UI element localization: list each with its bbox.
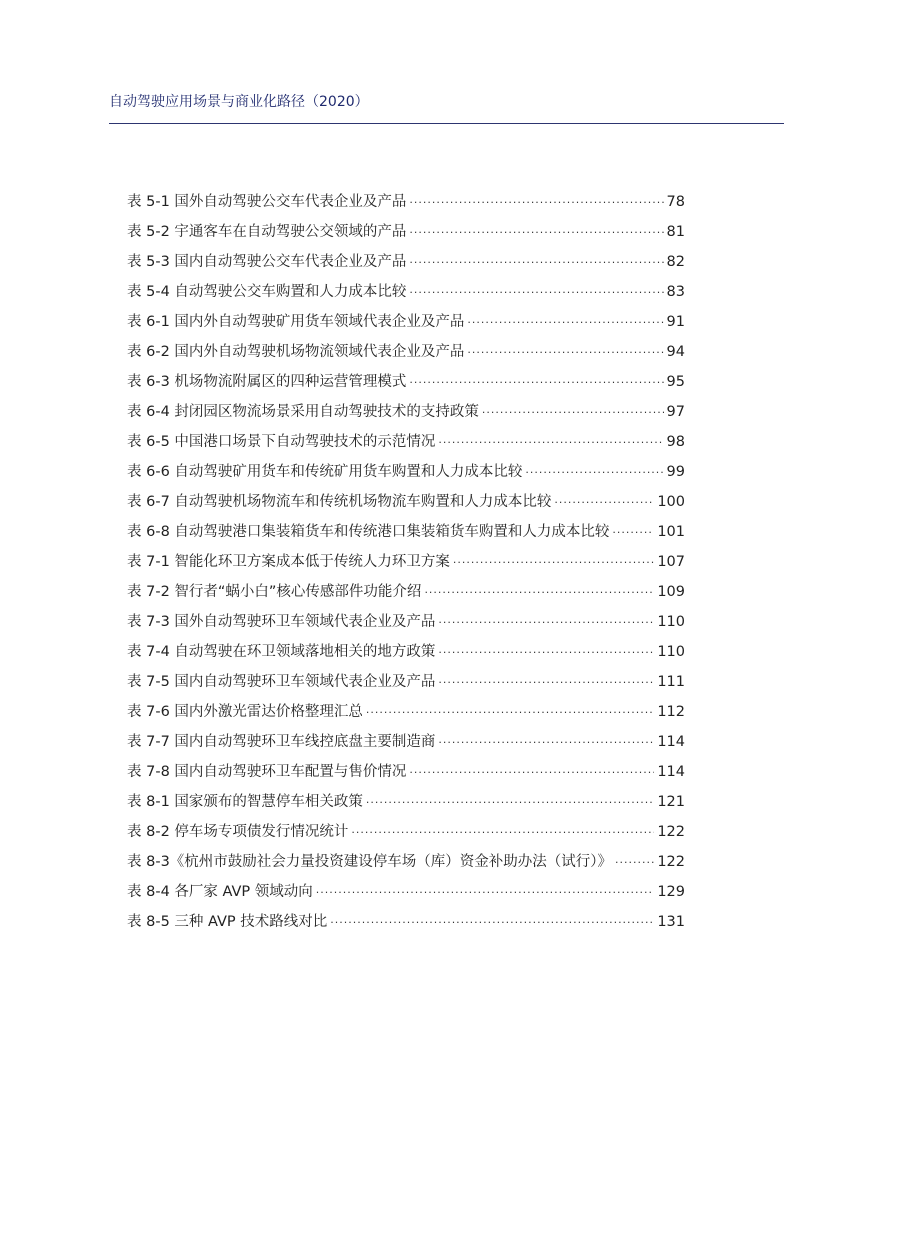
dot-leader: [453, 551, 654, 575]
toc-entry-page-number: 97: [666, 404, 685, 420]
dot-leader: [612, 521, 654, 545]
table-of-contents: [127, 190, 685, 940]
toc-entry[interactable]: [127, 820, 685, 850]
toc-entry[interactable]: [127, 190, 685, 220]
toc-entry-label: 表 8-1 国家颁布的智慧停车相关政策: [127, 794, 363, 810]
toc-entry[interactable]: [127, 490, 685, 520]
toc-entry-label: 表 7-4 自动驾驶在环卫领域落地相关的地方政策: [127, 644, 436, 660]
toc-entry-label: 表 8-3《杭州市鼓励社会力量投资建设停车场（库）资金补助办法（试行）》: [127, 854, 613, 870]
toc-entry-label: 表 6-3 机场物流附属区的四种运营管理模式: [127, 374, 407, 390]
toc-entry-page-number: 121: [657, 794, 685, 810]
toc-entry-page-number: 131: [657, 914, 685, 930]
toc-entry[interactable]: [127, 610, 685, 640]
toc-entry[interactable]: [127, 730, 685, 760]
dot-leader: [525, 461, 663, 485]
toc-entry-label: 表 7-3 国外自动驾驶环卫车领域代表企业及产品: [127, 614, 436, 630]
toc-entry-page-number: 99: [666, 464, 685, 480]
toc-entry-label: 表 5-1 国外自动驾驶公交车代表企业及产品: [127, 194, 407, 210]
dot-leader: [366, 701, 654, 725]
toc-entry-label: 表 8-5 三种 AVP 技术路线对比: [127, 914, 328, 930]
toc-entry[interactable]: [127, 850, 685, 880]
toc-entry-label: 表 8-2 停车场专项债发行情况统计: [127, 824, 349, 840]
toc-entry-label: 表 6-6 自动驾驶矿用货车和传统矿用货车购置和人力成本比较: [127, 464, 523, 480]
toc-entry-page-number: 114: [657, 734, 685, 750]
dot-leader: [438, 611, 654, 635]
toc-entry[interactable]: [127, 670, 685, 700]
toc-entry-label: 表 5-4 自动驾驶公交车购置和人力成本比较: [127, 284, 407, 300]
toc-entry-page-number: 81: [666, 224, 685, 240]
toc-entry[interactable]: [127, 520, 685, 550]
toc-entry-page-number: 110: [657, 614, 685, 630]
toc-entry-label: 表 5-2 宇通客车在自动驾驶公交领域的产品: [127, 224, 407, 240]
toc-entry-label: 表 7-8 国内自动驾驶环卫车配置与售价情况: [127, 764, 407, 780]
toc-entry[interactable]: [127, 790, 685, 820]
toc-entry-page-number: 94: [666, 344, 685, 360]
toc-entry-page-number: 98: [666, 434, 685, 450]
toc-entry[interactable]: [127, 760, 685, 790]
toc-entry[interactable]: [127, 880, 685, 910]
toc-entry-label: 表 6-2 国内外自动驾驶机场物流领域代表企业及产品: [127, 344, 465, 360]
dot-leader: [467, 341, 663, 365]
toc-entry[interactable]: [127, 910, 685, 940]
toc-entry[interactable]: [127, 220, 685, 250]
dot-leader: [467, 311, 663, 335]
toc-entry-label: 表 7-1 智能化环卫方案成本低于传统人力环卫方案: [127, 554, 450, 570]
dot-leader: [424, 581, 654, 605]
dot-leader: [409, 761, 654, 785]
dot-leader: [351, 821, 654, 845]
dot-leader: [438, 671, 654, 695]
toc-entry-page-number: 122: [657, 824, 685, 840]
dot-leader: [409, 281, 663, 305]
toc-entry[interactable]: [127, 250, 685, 280]
page-header: [109, 92, 784, 112]
dot-leader: [409, 191, 663, 215]
toc-entry-label: 表 6-7 自动驾驶机场物流车和传统机场物流车购置和人力成本比较: [127, 494, 552, 510]
toc-entry-label: 表 7-7 国内自动驾驶环卫车线控底盘主要制造商: [127, 734, 436, 750]
dot-leader: [366, 791, 654, 815]
toc-entry-page-number: 112: [657, 704, 685, 720]
dot-leader: [330, 911, 654, 935]
dot-leader: [438, 431, 663, 455]
toc-entry-page-number: 83: [666, 284, 685, 300]
toc-entry-page-number: 107: [657, 554, 685, 570]
toc-entry-label: 表 8-4 各厂家 AVP 领域动向: [127, 884, 313, 900]
toc-entry-page-number: 101: [657, 524, 685, 540]
toc-entry-label: 表 6-4 封闭园区物流场景采用自动驾驶技术的支持政策: [127, 404, 479, 420]
toc-entry[interactable]: [127, 460, 685, 490]
toc-entry-page-number: 82: [666, 254, 685, 270]
toc-entry[interactable]: [127, 640, 685, 670]
toc-entry-page-number: 100: [657, 494, 685, 510]
toc-entry-page-number: 114: [657, 764, 685, 780]
document-title: 自动驾驶应用场景与商业化路径（2020）: [109, 94, 369, 110]
toc-entry-page-number: 109: [657, 584, 685, 600]
dot-leader: [409, 251, 663, 275]
dot-leader: [438, 641, 654, 665]
toc-entry[interactable]: [127, 400, 685, 430]
header-divider: [109, 123, 784, 124]
toc-entry-page-number: 95: [666, 374, 685, 390]
dot-leader: [316, 881, 655, 905]
toc-entry[interactable]: [127, 280, 685, 310]
toc-entry-page-number: 122: [657, 854, 685, 870]
toc-entry-page-number: 78: [666, 194, 685, 210]
toc-entry-page-number: 91: [666, 314, 685, 330]
toc-entry-label: 表 6-5 中国港口场景下自动驾驶技术的示范情况: [127, 434, 436, 450]
dot-leader: [615, 851, 654, 875]
toc-entry[interactable]: [127, 580, 685, 610]
toc-entry-label: 表 5-3 国内自动驾驶公交车代表企业及产品: [127, 254, 407, 270]
dot-leader: [409, 371, 663, 395]
dot-leader: [554, 491, 654, 515]
toc-entry-page-number: 111: [657, 674, 685, 690]
toc-entry[interactable]: [127, 310, 685, 340]
toc-entry-label: 表 6-1 国内外自动驾驶矿用货车领域代表企业及产品: [127, 314, 465, 330]
toc-entry[interactable]: [127, 430, 685, 460]
toc-entry-label: 表 6-8 自动驾驶港口集装箱货车和传统港口集装箱货车购置和人力成本比较: [127, 524, 610, 540]
toc-entry-label: 表 7-6 国内外激光雷达价格整理汇总: [127, 704, 363, 720]
toc-entry[interactable]: [127, 550, 685, 580]
dot-leader: [438, 731, 654, 755]
toc-entry-page-number: 129: [657, 884, 685, 900]
toc-entry[interactable]: [127, 370, 685, 400]
toc-entry-label: 表 7-5 国内自动驾驶环卫车领域代表企业及产品: [127, 674, 436, 690]
dot-leader: [409, 221, 663, 245]
toc-entry-page-number: 110: [657, 644, 685, 660]
toc-entry[interactable]: [127, 700, 685, 730]
toc-entry[interactable]: [127, 340, 685, 370]
dot-leader: [482, 401, 664, 425]
toc-entry-label: 表 7-2 智行者“蜗小白”核心传感部件功能介绍: [127, 584, 422, 600]
